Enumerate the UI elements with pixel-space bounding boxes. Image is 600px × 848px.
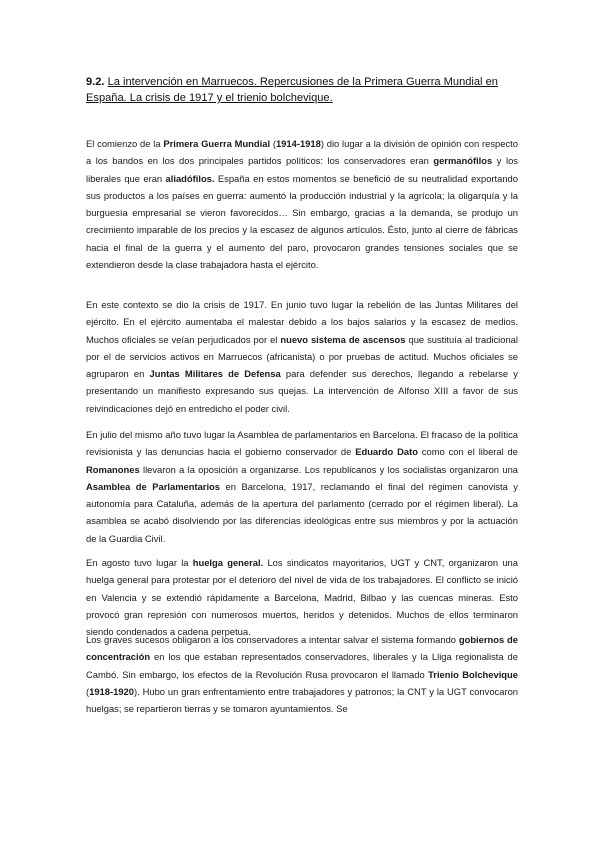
text-run: ( [270, 138, 276, 149]
bold-term: germanófilos [433, 155, 493, 167]
bold-term: Trienio Bolchevique [428, 668, 518, 680]
text-run: como con el liberal de [417, 446, 518, 458]
bold-term: Romanones [86, 463, 140, 475]
paragraph-primera-guerra-mundial [86, 135, 518, 273]
text-run: Los graves sucesos obligaron a los conservadores a intentar salvar el sistema formando [86, 634, 459, 645]
text-run: en Barcelona, 1917, reclamando el final del régimen canovista y autonomía para Cataluña, además de la apertura del parlamento (cerrado por el régimen liberal). La asamblea se acabó disolviendo por las diferencias ideológicas entre sus miembros y por la actuación de la Guardia Civil. [86, 480, 518, 544]
section-number: 9.2. [86, 76, 105, 88]
paragraph-trienio-bolchevique [86, 631, 518, 717]
bold-term: Juntas Militares de Defensa [149, 368, 281, 380]
section-heading [86, 74, 516, 106]
bold-term: nuevo sistema de ascensos [280, 333, 406, 345]
paragraph-huelga-general [86, 554, 518, 640]
text-run: ). Hubo un gran enfrentamiento entre trabajadores y patronos; la CNT y la UGT convocaron huelgas; se repartieron tierras y se tomaron ayuntamientos. Se [86, 685, 518, 715]
text-run: que sustituía al tradicional por el de servicios activos en Marruecos (africanista) o por pruebas de actitud. Muchos oficiales se agruparon en [86, 333, 518, 380]
bold-term: 1918-1920 [89, 685, 134, 697]
text-run: ) dio lugar a la división de opinión con respecto a los bandos en los dos principales partidos políticos: los conservadores eran [86, 138, 518, 167]
bold-term: Eduardo Dato [355, 446, 418, 458]
text-run: Los sindicatos mayoritarios, UGT y CNT, organizaron una huelga general para protestar por el deterioro del nivel de vida de los trabajadores. El conflicto se inició en Valencia y se extendió rápidamente a Barcelona, Madrid, Bilbao y las cuencas mineras. Esto provocó gran represión con numerosos muertos, heridos y detenidos. Muchos de ellos terminaron siendo condenados a cadena perpetua. [86, 557, 518, 638]
bold-term: 1914-1918 [275, 138, 321, 149]
text-run: El comienzo de la [86, 138, 164, 149]
bold-term: aliadófilos. [165, 172, 215, 184]
text-run: En julio del mismo año tuvo lugar la Asamblea de parlamentarios en Barcelona. El fracaso de la política revisionista y las denuncias hacia el gobierno conservador de [86, 429, 518, 458]
bold-term: Asamblea de Parlamentarios [86, 480, 220, 492]
text-run: ( [86, 685, 90, 697]
bold-term: Primera Guerra Mundial [163, 138, 271, 149]
text-run: para defender sus derechos, llegando a rebelarse y presentando un manifiesto expresando sus quejas. La intervención de Alfonso XIII a favor de sus reivindicaciones dejó en entredicho el poder civil. [86, 368, 518, 414]
paragraph-crisis-1917-juntas [86, 296, 518, 417]
text-run: llevaron a la oposición a organizarse. Los republicanos y los socialistas organizaron una [139, 463, 518, 475]
text-run: España en estos momentos se benefició de su neutralidad exportando sus productos a los países en guerra: aumentó la producción industrial y la agrícola; la oligarquía y la burguesía empresarial se vieron favorecidos… Sin embargo, gracias a la demanda, se produjo un crecimiento imparable de los precios y la escasez de algunos artículos. Ésto, junto al cierre de fábricas hacia el final de la guerra y el aumento del paro, provocaron grandes tensiones sociales que se extendieron desde la clase trabajadora hasta el ejército. [86, 172, 518, 271]
text-run: En agosto tuvo lugar la [86, 557, 193, 568]
bold-term: huelga general. [192, 557, 264, 568]
text-run: en los que estaban representados conservadores, liberales y la Lliga regionalista de Cambó. Sin embargo, los efectos de la Revolución Rusa provocaron el llamado [86, 651, 518, 680]
bold-term: gobiernos de concentración [86, 634, 518, 663]
paragraph-asamblea-parlamentarios [86, 426, 518, 547]
text-run: En este contexto se dio la crisis de 1917. En junio tuvo lugar la rebelión de las Juntas Militares del ejército. En el ejército aumentaba el malestar debido a los bajos salarios y la escasez de medios. Muchos oficiales se veían perjudicados por el [86, 299, 518, 345]
section-title: La intervención en Marruecos. Repercusiones de la Primera Guerra Mundial en España. La crisis de 1917 y el trienio bolchevique. [86, 76, 498, 104]
text-run: y los liberales que eran [86, 155, 518, 184]
